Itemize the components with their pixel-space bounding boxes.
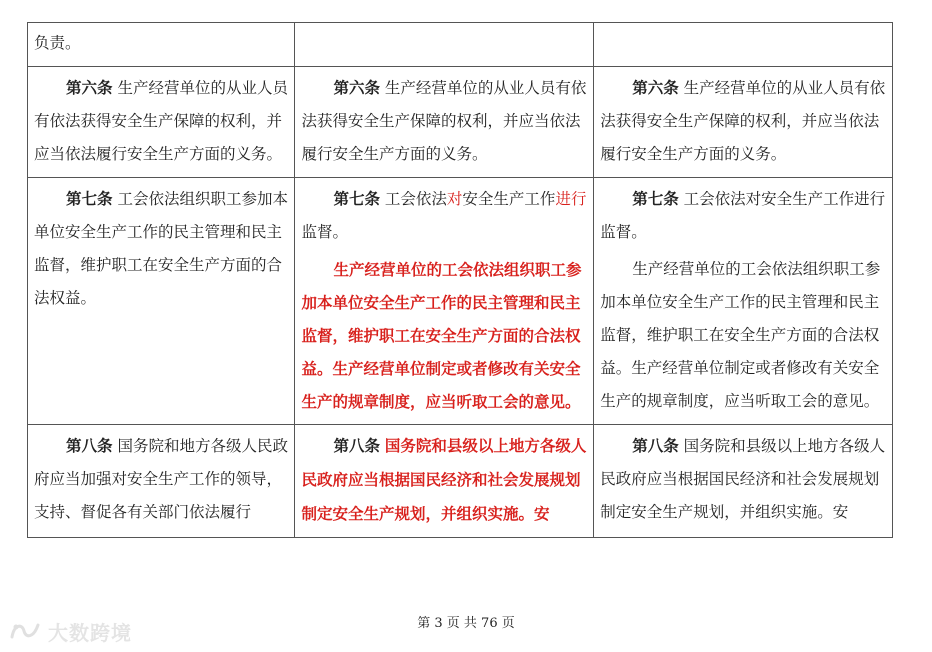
table-cell bbox=[594, 425, 893, 538]
table-cell bbox=[28, 23, 295, 67]
article-number: 第八条 bbox=[333, 436, 380, 455]
article-text: 工会依法 bbox=[384, 190, 447, 208]
table-row bbox=[28, 23, 893, 67]
article-paragraph bbox=[600, 71, 886, 171]
article-paragraph bbox=[301, 429, 587, 531]
article-text: 国务院和地方各级人民政府应当加强对安全生产工作的领导，支持、督促各有关部门依法履行 bbox=[34, 437, 288, 521]
article-paragraph-2: 生产经营单位的工会依法组织职工参加本单位安全生产工作的民主管理和民主监督，维护职工在安全生产方面的合法权益。生产经营单位制定或者修改有关安全生产的规章制度，应当听取工会的意见。 bbox=[600, 260, 881, 410]
changed-text: 国务院和县级以上地方各级人民政府应当根据国民经济和社会发展规划制定安全生产规划，并组织实施。安 bbox=[301, 436, 587, 523]
article-text: 监督。 bbox=[301, 223, 348, 241]
page-footer: 第 3 页 共 76 页 bbox=[417, 616, 515, 631]
table-cell bbox=[295, 178, 594, 425]
article-paragraph bbox=[34, 429, 288, 529]
article-paragraph bbox=[301, 71, 587, 171]
article-text: 工会依法对安全生产工作进行监督。 bbox=[600, 190, 886, 241]
table-cell bbox=[28, 425, 295, 538]
table-row bbox=[28, 178, 893, 425]
article-number: 第七条 bbox=[333, 189, 380, 208]
article-text: 生产经营单位的从业人员有依法获得安全生产保障的权利，并应当依法履行安全生产方面的义务。 bbox=[301, 79, 587, 163]
article-number: 第六条 bbox=[632, 78, 679, 97]
table-cell bbox=[594, 67, 893, 178]
article-number: 第八条 bbox=[632, 436, 679, 455]
changed-text: 对 bbox=[446, 190, 463, 208]
table-cell bbox=[28, 67, 295, 178]
article-number: 第七条 bbox=[66, 189, 113, 208]
article-number: 第八条 bbox=[66, 436, 113, 455]
table-cell bbox=[295, 425, 594, 538]
table-cell bbox=[295, 67, 594, 178]
article-number: 第七条 bbox=[632, 189, 679, 208]
article-text: 生产经营单位的从业人员有依法获得安全生产保障的权利，并应当依法履行安全生产方面的义务。 bbox=[600, 79, 886, 163]
cell-text: 负责。 bbox=[34, 34, 81, 52]
article-text: 安全生产工作 bbox=[462, 190, 556, 208]
added-paragraph: 生产经营单位的工会依法组织职工参加本单位安全生产工作的民主管理和民主监督，维护职工在安全生产方面的合法权益。生产经营单位制定或者修改有关安全生产的规章制度，应当听取工会的意见。 bbox=[301, 260, 582, 411]
article-text: 工会依法组织职工参加本单位安全生产工作的民主管理和民主监督，维护职工在安全生产方面的合法权益。 bbox=[34, 190, 288, 307]
comparison-table bbox=[27, 22, 893, 538]
table-cell bbox=[594, 23, 893, 67]
table-row bbox=[28, 425, 893, 538]
article-text: 生产经营单位的从业人员有依法获得安全生产保障的权利，并应当依法履行安全生产方面的义务。 bbox=[34, 79, 288, 163]
article-paragraph bbox=[301, 182, 587, 249]
watermark bbox=[8, 616, 132, 646]
watermark-logo-icon bbox=[8, 619, 42, 643]
table-row bbox=[28, 67, 893, 178]
article-paragraph bbox=[34, 182, 288, 315]
table-cell bbox=[28, 178, 295, 425]
article-number: 第六条 bbox=[66, 78, 113, 97]
changed-text: 进行 bbox=[555, 190, 587, 208]
article-paragraph bbox=[600, 429, 886, 529]
table-cell bbox=[594, 178, 893, 425]
article-paragraph bbox=[34, 71, 288, 171]
article-number: 第六条 bbox=[333, 78, 380, 97]
table-cell bbox=[295, 23, 594, 67]
article-text: 国务院和县级以上地方各级人民政府应当根据国民经济和社会发展规划制定安全生产规划，并组织实施。安 bbox=[600, 437, 886, 521]
watermark-text: 大数跨境 bbox=[48, 620, 132, 645]
article-paragraph bbox=[600, 182, 886, 249]
